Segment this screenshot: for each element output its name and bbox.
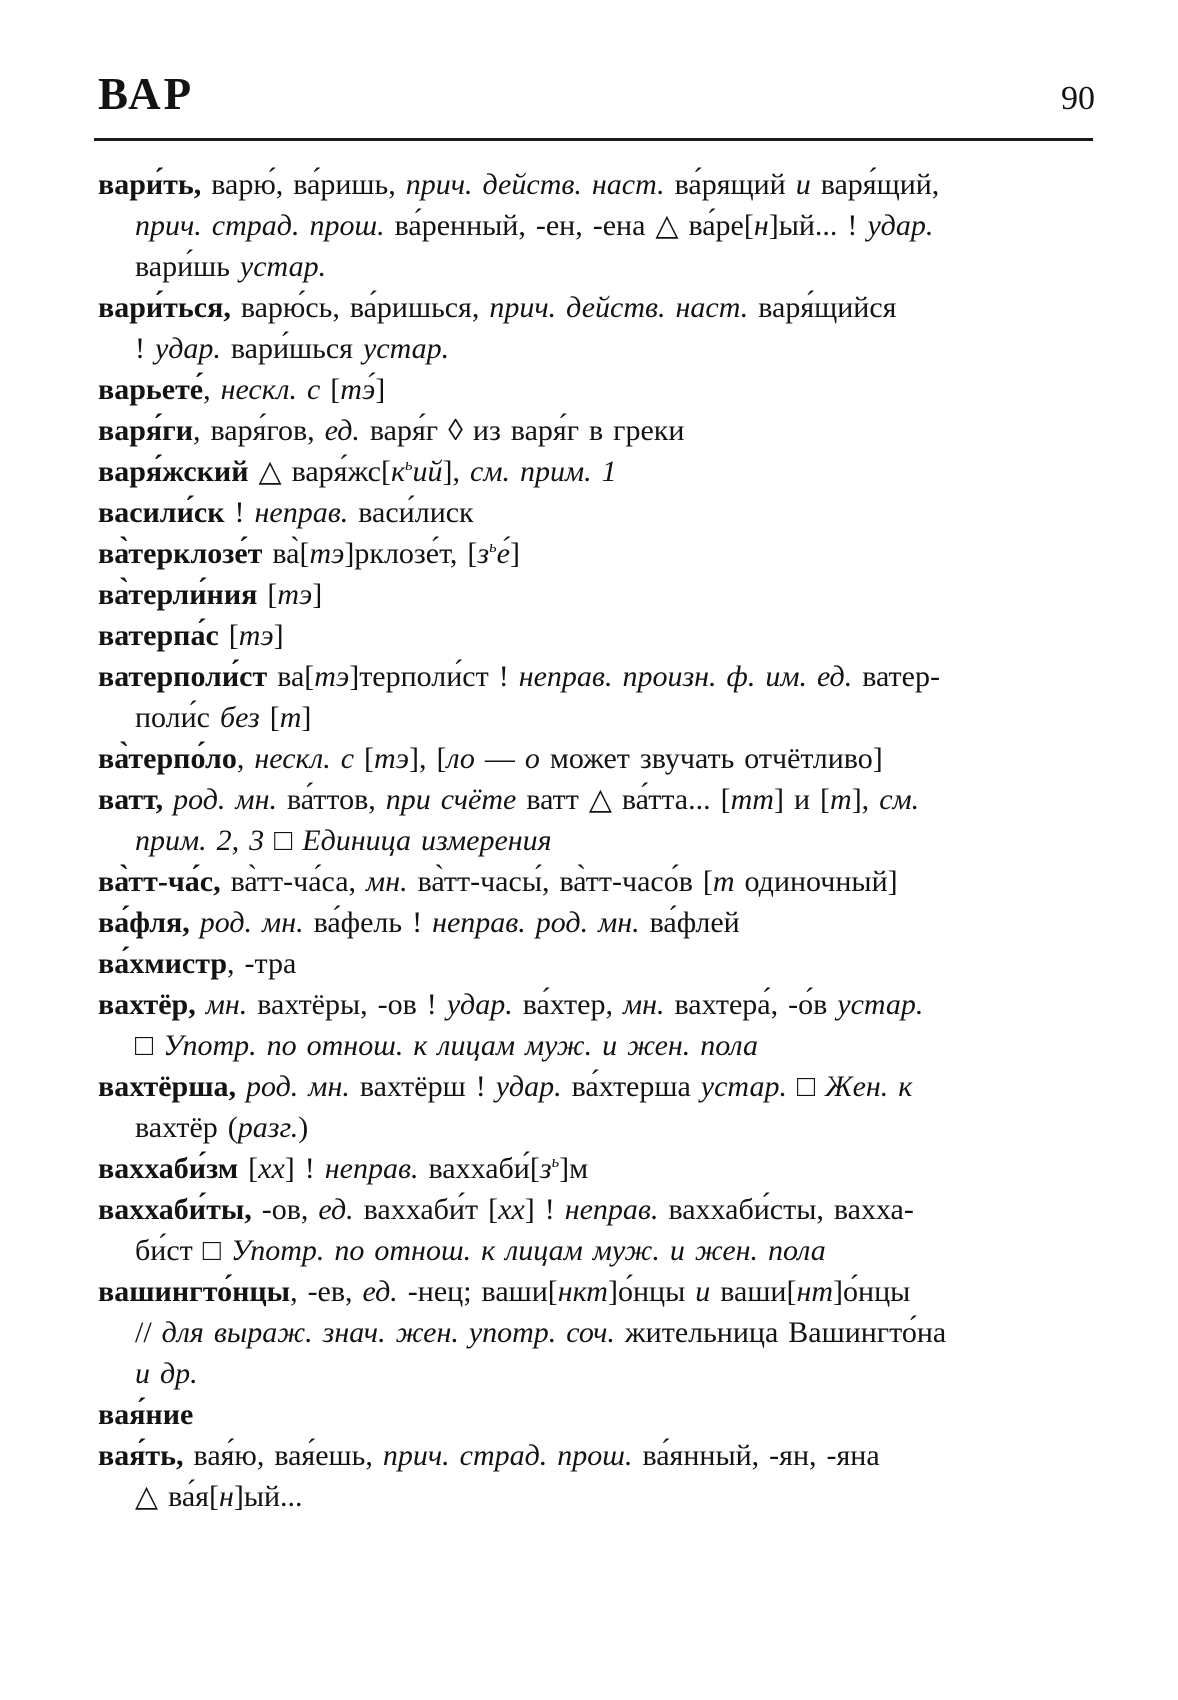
dictionary-entry <box>98 615 1128 656</box>
text-run: мн. <box>622 988 665 1021</box>
text-run: прич. страд. прош. <box>382 1439 633 1472</box>
text-run: △ варя́жс[ <box>248 455 391 488</box>
text-run: вахтёры, -ов ! <box>247 988 447 1021</box>
text-run: -нец; ваши[ <box>397 1275 558 1308</box>
text-run: ! <box>224 496 255 529</box>
text-run: род. мн. <box>246 1070 350 1103</box>
section-word: ВАР <box>98 69 195 119</box>
text-run: вахтёр ( <box>135 1111 238 1144</box>
running-header <box>98 68 1095 120</box>
dictionary-entry <box>98 1271 1128 1394</box>
text-run: неправ. <box>564 1193 659 1226</box>
text-run: △ ва́я[ <box>135 1480 219 1513</box>
text-run: прич. действ. наст. <box>405 168 665 201</box>
text-run: тэ <box>238 619 274 652</box>
text-run: ]о́нцы <box>607 1275 696 1308</box>
text-run: Жен. к <box>825 1070 913 1103</box>
text-run: ед. <box>318 1193 354 1226</box>
headword: вахтёр, <box>98 988 196 1021</box>
text-run: ], <box>851 783 880 816</box>
text-run: ] <box>509 537 520 570</box>
text-run: □ <box>264 824 303 857</box>
text-run: жительница Вашингто́на <box>614 1316 947 1349</box>
text-run: ] и [ <box>773 783 831 816</box>
text-run: ед. <box>362 1275 398 1308</box>
headword: ваххаби́зм <box>98 1152 239 1185</box>
text-run: см. <box>879 783 920 816</box>
dictionary-entry <box>98 902 1128 943</box>
text-run: варя́щийся <box>748 291 897 324</box>
text-run: ва́хтерша <box>561 1070 701 1103</box>
headword: ва́хмистр <box>98 947 228 980</box>
text-run: [ <box>354 742 375 775</box>
text-run: ] <box>273 619 284 652</box>
text-run: вахтёрш ! <box>349 1070 496 1103</box>
text-run: Употр. по отнош. к лицам муж. и жен. пола <box>163 1029 758 1062</box>
text-run: ь <box>489 537 497 556</box>
text-run <box>236 1070 246 1103</box>
text-run: тэ <box>374 742 409 775</box>
text-run: ва[ <box>267 660 315 693</box>
text-run: о <box>524 742 540 775</box>
text-run: может звучать отчётливо] <box>539 742 883 775</box>
text-run: ватт △ ва́тта... [ <box>516 783 731 816</box>
text-run: ваши[ <box>710 1275 797 1308</box>
text-run: прич. действ. наст. <box>489 291 749 324</box>
headword: ватерпа́с <box>98 619 219 652</box>
text-run: поли́с <box>135 701 220 734</box>
headword: вая́ть, <box>98 1439 184 1472</box>
text-run: [ <box>257 578 278 611</box>
headword: варя́жский <box>98 455 249 488</box>
text-run: ! <box>135 332 155 365</box>
text-run: ] ! <box>524 1193 565 1226</box>
text-run: , варя́гов, <box>193 414 325 447</box>
text-run: ва́хтер, <box>512 988 623 1021</box>
text-run: и <box>795 168 811 201</box>
text-run: устар. <box>700 1070 787 1103</box>
text-run: варя́г ◊ из варя́г в греки <box>359 414 685 447</box>
headword: ваххаби́ты, <box>98 1193 252 1226</box>
text-run: [ <box>238 1152 259 1185</box>
text-run: нескл. с <box>254 742 355 775</box>
text-run: ь <box>405 455 413 474</box>
dictionary-entry <box>98 1189 1128 1271</box>
text-run: варю́сь, ва́ришься, <box>230 291 490 324</box>
text-run: ва́рящий <box>664 168 796 201</box>
headword: васили́ск <box>98 496 225 529</box>
dictionary-entry <box>98 943 1128 984</box>
text-run: ] <box>375 373 386 406</box>
text-run: ) <box>298 1111 309 1144</box>
dictionary-entry <box>98 738 1128 779</box>
text-run <box>190 906 200 939</box>
text-run: ва́фель ! <box>303 906 433 939</box>
text-run: , -тра <box>227 947 297 980</box>
text-run: и др. <box>135 1357 198 1390</box>
text-run: тэ́ <box>340 373 376 406</box>
text-run: для выраж. знач. жен. употр. соч. <box>161 1316 615 1349</box>
text-run: нескл. с <box>220 373 321 406</box>
text-run: разг. <box>237 1111 299 1144</box>
text-run: тэ <box>277 578 313 611</box>
text-run: ь <box>551 1152 560 1171</box>
dictionary-entry <box>98 779 1128 861</box>
text-run: ], [ <box>408 742 447 775</box>
text-run: неправ. <box>254 496 349 529</box>
text-run: вая́ю, вая́ешь, <box>183 1439 383 1472</box>
headword: ва̀терпо́ло <box>98 742 237 775</box>
headword: варя́ги <box>98 414 194 447</box>
text-run: е́ <box>496 537 510 570</box>
page-number: 90 <box>1061 80 1095 117</box>
text-run: род. мн. <box>199 906 304 939</box>
text-run: ло <box>446 742 475 775</box>
headword: варьете́ <box>98 373 204 406</box>
text-run: прич. страд. прош. <box>135 209 385 242</box>
text-run: вари́шь <box>135 250 240 283</box>
headword: вашингто́нцы <box>98 1275 291 1308</box>
text-run: ], <box>442 455 471 488</box>
text-run: н <box>753 209 769 242</box>
text-run: неправ. <box>324 1152 419 1185</box>
headword: вахтёрша, <box>98 1070 237 1103</box>
dictionary-entry <box>98 1394 1128 1435</box>
text-run: ]о́нцы <box>833 1275 911 1308</box>
dictionary-entry <box>98 1148 1128 1189</box>
text-run: н <box>218 1480 234 1513</box>
text-run: ва̀тт-ча́са, <box>220 865 367 898</box>
text-run: нкт <box>557 1275 608 1308</box>
headword: вари́ться, <box>98 291 231 324</box>
dictionary-entry <box>98 492 1128 533</box>
dictionary-entry <box>98 861 1128 902</box>
text-run: ваххаби́сты, вахха- <box>658 1193 914 1226</box>
text-run: ]терполи́ст ! <box>349 660 519 693</box>
text-run: хх <box>258 1152 285 1185</box>
dictionary-entry <box>98 287 1128 369</box>
text-run <box>196 988 206 1021</box>
text-run: , -ев, <box>290 1275 363 1308</box>
text-run: ] ! <box>284 1152 325 1185</box>
text-run: ва́янный, -ян, -яна <box>632 1439 880 1472</box>
text-run: устар. <box>239 250 327 283</box>
text-run: при счёте <box>385 783 517 816</box>
text-run: ва̀[ <box>262 537 310 570</box>
text-run: з <box>539 1152 552 1185</box>
text-run: т <box>279 701 302 734</box>
text-run: вари́шься <box>220 332 363 365</box>
text-run: варю́, ва́ришь, <box>201 168 406 201</box>
text-run: ва̀тт-часы́, ва̀тт-часо́в [ <box>407 865 713 898</box>
text-run: з <box>477 537 490 570</box>
dictionary-entry <box>98 984 1128 1066</box>
text-run: устар. <box>837 988 924 1021</box>
text-run: Единица измерения <box>302 824 552 857</box>
text-run: би́ст □ <box>135 1234 231 1267</box>
text-run: ваххаби́т [ <box>353 1193 499 1226</box>
text-run: ]рклозе́т, [ <box>344 537 478 570</box>
text-run: ] <box>312 578 323 611</box>
headword: ва̀терклозе́т <box>98 537 263 570</box>
text-run: неправ. произн. ф. им. ед. <box>518 660 853 693</box>
dictionary-entry <box>98 1066 1128 1148</box>
text-run: тэ <box>314 660 350 693</box>
text-run: ]м <box>559 1152 589 1185</box>
text-run: — <box>474 742 525 775</box>
text-run: [ <box>218 619 239 652</box>
text-run: прим. 2, 3 <box>135 824 265 857</box>
text-run: , <box>203 373 221 406</box>
dictionary-entry <box>98 1435 1128 1517</box>
text-run: ватер- <box>852 660 940 693</box>
text-run: тт <box>730 783 774 816</box>
text-run: мн. <box>366 865 408 898</box>
text-run: удар. <box>446 988 513 1021</box>
text-run: -ов, <box>251 1193 319 1226</box>
text-run: ] <box>301 701 312 734</box>
text-run: ва́флей <box>639 906 740 939</box>
text-run: ва́ттов, <box>276 783 386 816</box>
text-run: устар. <box>362 332 450 365</box>
headword: ва̀терли́ния <box>98 578 258 611</box>
text-run: род. мн. <box>173 783 277 816</box>
text-run: ед. <box>324 414 360 447</box>
text-run: тэ <box>309 537 345 570</box>
headword: ватт, <box>98 783 164 816</box>
text-run: ]ый... <box>233 1480 303 1513</box>
text-run <box>163 783 173 816</box>
headword: вая́ние <box>98 1398 194 1431</box>
dictionary-entry <box>98 656 1128 738</box>
text-run: одиночный] <box>734 865 898 898</box>
text-run: к <box>390 455 405 488</box>
dictionary-entry <box>98 574 1128 615</box>
text-run: ]ый... ! <box>768 209 868 242</box>
text-run: удар. <box>495 1070 562 1103</box>
text-run: т <box>830 783 852 816</box>
text-run: хх <box>498 1193 525 1226</box>
text-run: ваххаби́[ <box>418 1152 540 1185</box>
text-run: ва́ренный, -ен, -ена △ ва́ре[ <box>384 209 754 242</box>
text-run: удар. <box>155 332 221 365</box>
text-run: см. прим. 1 <box>470 455 617 488</box>
text-run: [ <box>259 701 280 734</box>
text-run: □ <box>786 1070 826 1103</box>
dictionary-entry <box>98 164 1128 287</box>
text-run: и <box>695 1275 711 1308</box>
text-run: Употр. по отнош. к лицам муж. и жен. пола <box>230 1234 826 1267</box>
dictionary-entry <box>98 533 1128 574</box>
text-run: удар. <box>867 209 934 242</box>
entries <box>98 164 1128 1517</box>
text-run: [ <box>320 373 341 406</box>
headword: ватерполи́ст <box>98 660 268 693</box>
text-run: мн. <box>205 988 248 1021</box>
text-run: , <box>236 742 255 775</box>
dictionary-entry <box>98 369 1128 410</box>
text-run: // <box>135 1316 162 1349</box>
text-run: □ <box>135 1029 164 1062</box>
text-run: без <box>220 701 260 734</box>
text-run: васи́лиск <box>348 496 474 529</box>
text-run: вахтера́, -о́в <box>664 988 838 1021</box>
header-rule-divider <box>94 138 1093 141</box>
dictionary-entry <box>98 410 1128 451</box>
dictionary-entry <box>98 451 1128 492</box>
headword: ва̀тт-ча́с, <box>98 865 221 898</box>
headword: вари́ть, <box>98 168 202 201</box>
text-run: варя́щий, <box>810 168 940 201</box>
text-run: неправ. род. мн. <box>432 906 640 939</box>
text-run: нт <box>796 1275 834 1308</box>
headword: ва́фля, <box>98 906 190 939</box>
text-run: ий <box>412 455 443 488</box>
text-run: т <box>712 865 735 898</box>
